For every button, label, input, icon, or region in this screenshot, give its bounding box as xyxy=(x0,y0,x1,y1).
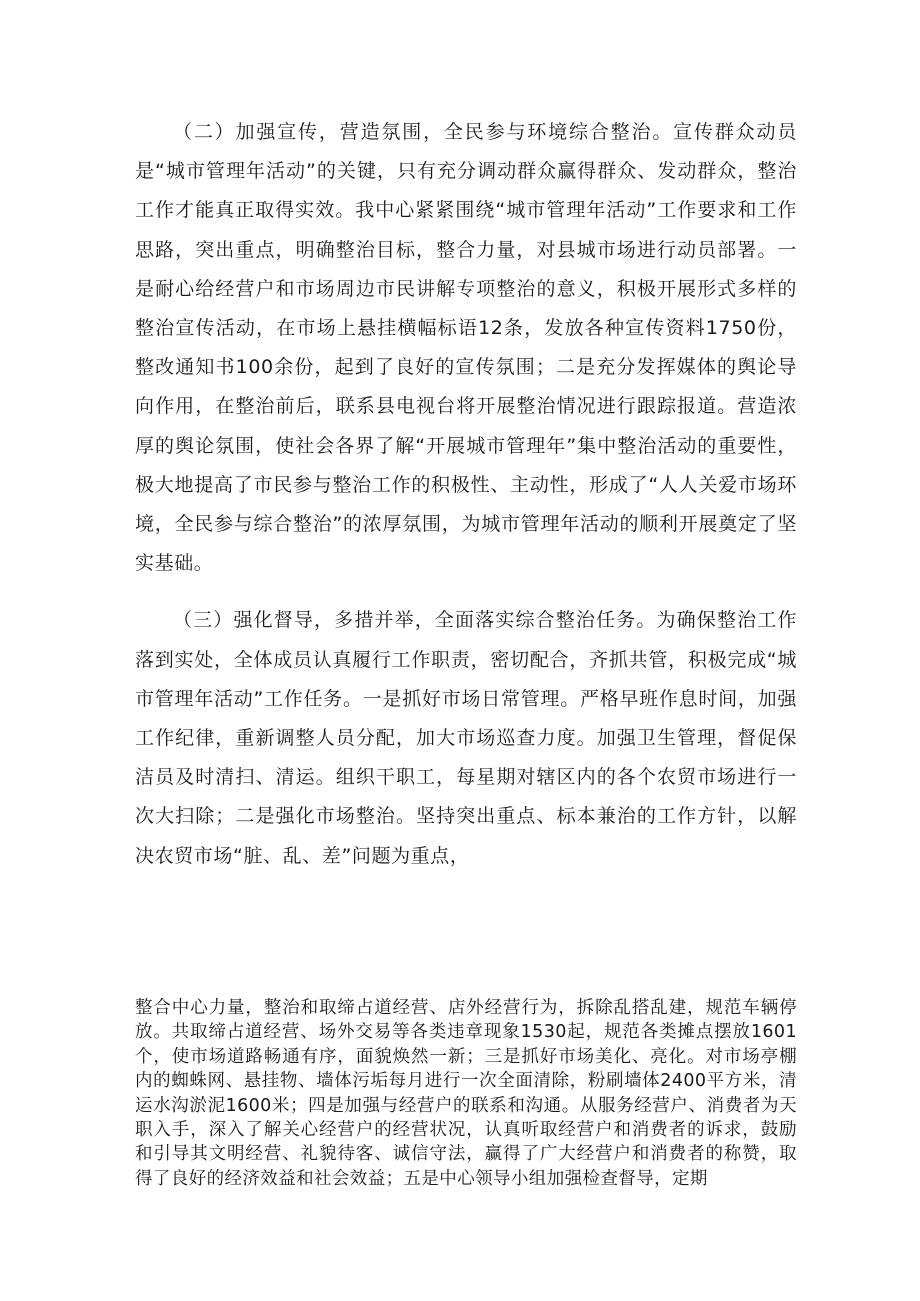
document-body-lower xyxy=(135,996,797,1191)
paragraph-supervision: （三）强化督导，多措并举，全面落实综合整治任务。为确保整治工作落到实处，全体成员认真履行工作职责，密切配合，齐抓共管，积极完成“城市管理年活动”工作任务。一是抓好市场日常管理。严格早班作息时间，加强工作纪律，重新调整人员分配，加大市场巡查力度。加强卫生管理，督促保洁员及时清扫、清运。组织干职工，每星期对辖区内的各个农贸市场进行一次大扫除；二是强化市场整治。坚持突出重点、标本兼治的工作方针，以解决农贸市场“脏、乱、差”问题为重点， xyxy=(135,609,797,867)
paragraph-publicity: （二）加强宣传，营造氛围，全民参与环境综合整治。宣传群众动员是“城市管理年活动”的关键，只有充分调动群众赢得群众、发动群众，整治工作才能真正取得实效。我中心紧紧围绕“城市管理年活动”工作要求和工作思路，突出重点，明确整治目标，整合力量，对县城市场进行动员部署。一是耐心给经营户和市场周边市民讲解专项整治的意义，积极开展形式多样的整治宣传活动，在市场上悬挂横幅标语12条，发放各种宣传资料1750份，整改通知书100余份，起到了良好的宣传氛围；二是充分发挥媒体的舆论导向作用，在整治前后，联系县电视台将开展整治情况进行跟踪报道。营造浓厚的舆论氛围，使社会各界了解“开展城市管理年”集中整治活动的重要性，极大地提高了市民参与整治工作的积极性、主动性，形成了“人人关爱市场环境，全民参与综合整治”的浓厚氛围，为城市管理年活动的顺利开展奠定了坚实基础。 xyxy=(135,121,797,575)
paragraph-continuation: 整合中心力量，整治和取缔占道经营、店外经营行为，拆除乱搭乱建，规范车辆停放。共取缔占道经营、场外交易等各类违章现象1530起，规范各类摊点摆放1601个，使市场道路畅通有序，面貌焕然一新；三是抓好市场美化、亮化。对市场亭棚内的蜘蛛网、悬挂物、墙体污垢每月进行一次全面清除，粉刷墙体2400平方米，清运水沟淤泥1600米；四是加强与经营户的联系和沟通。从服务经营户、消费者为天职入手，深入了解关心经营户的经营状况，认真听取经营户和消费者的诉求，鼓励和引导其文明经营、礼貌待客、诚信守法，赢得了广大经营户和消费者的称赞，取得了良好的经济效益和社会效益；五是中心领导小组加强检查督导，定期 xyxy=(135,998,797,1189)
document-body-upper xyxy=(135,113,797,894)
